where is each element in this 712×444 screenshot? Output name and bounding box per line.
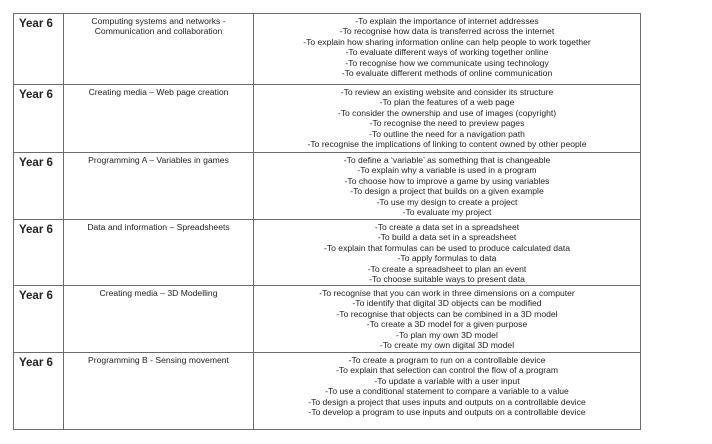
unit-title-line: Computing systems and networks - [91, 16, 226, 26]
unit-title-line: Creating media – 3D Modelling [99, 288, 218, 298]
table-row [14, 220, 641, 286]
objectives-cell [254, 286, 641, 353]
objective-item: -To recognise the need to preview pages [369, 118, 525, 129]
year-cell: Year 6 [14, 153, 64, 220]
year-cell: Year 6 [14, 14, 64, 85]
objectives-cell [254, 85, 641, 153]
unit-title-line: Communication and collaboration [94, 26, 223, 37]
unit-title-cell [64, 286, 254, 353]
table-row [14, 153, 641, 220]
curriculum-table [13, 13, 641, 430]
objective-item: -To use my design to create a project [376, 196, 518, 207]
year-cell: Year 6 [14, 353, 64, 430]
objective-item: -To consider the ownership and use of images (copyright) [337, 107, 557, 118]
unit-title-line: Creating media – Web page creation [88, 87, 229, 97]
objectives-cell [254, 14, 641, 85]
objective-item: -To choose suitable ways to present data [369, 274, 525, 285]
objective-item: -To recognise that objects can be combined in a 3D model [336, 308, 558, 319]
objective-item: -To design a project that uses inputs and outputs on a controllable device [308, 396, 586, 407]
objective-item: -To recognise that you can work in three dimensions on a computer [319, 288, 575, 298]
table-row [14, 85, 641, 153]
objective-item: -To recognise how data is transferred across the internet [339, 26, 555, 37]
unit-title-line: Programming A – Variables in games [88, 155, 229, 165]
objective-item: -To define a ‘variable’ as something that is changeable [343, 155, 551, 165]
objective-item: -To build a data set in a spreadsheet [377, 232, 517, 243]
objective-item: -To choose how to improve a game by using variables [344, 175, 550, 186]
objective-item: -To create a spreadsheet to plan an event [367, 263, 527, 274]
objective-item: -To plan my own 3D model [396, 329, 498, 340]
objective-item: -To apply formulas to data [397, 253, 497, 264]
unit-title-cell [64, 220, 254, 286]
unit-title-cell [64, 153, 254, 220]
objective-item: -To create a program to run on a controllable device [348, 355, 546, 365]
unit-title-line: Programming B - Sensing movement [88, 355, 229, 365]
objectives-cell [254, 153, 641, 220]
objective-item: -To explain that selection can control the flow of a program [335, 365, 559, 376]
unit-title-cell [64, 85, 254, 153]
year-cell: Year 6 [14, 220, 64, 286]
objective-item: -To update a variable with a user input [374, 375, 520, 386]
objective-item: -To recognise the implications of linking to content owned by other people [307, 139, 587, 150]
table-row [14, 353, 641, 430]
objective-item: -To create a data set in a spreadsheet [374, 222, 520, 232]
objective-item: -To outline the need for a navigation path [369, 128, 525, 139]
objective-item: -To develop a program to use inputs and outputs on a controllable device [308, 407, 586, 418]
objective-item: -To create a 3D model for a given purpose [366, 319, 528, 330]
objectives-cell [254, 220, 641, 286]
year-cell: Year 6 [14, 286, 64, 353]
unit-title-line: Data and information – Spreadsheets [87, 222, 230, 232]
objective-item: -To recognise how we communicate using technology [345, 57, 549, 68]
objective-item: -To review an existing website and consider its structure [340, 87, 554, 97]
objective-item: -To explain that formulas can be used to produce calculated data [323, 242, 571, 253]
objective-item: -To use a conditional statement to compare a variable to a value [325, 386, 569, 397]
objective-item: -To identify that digital 3D objects can be modified [352, 298, 542, 309]
objective-item: -To evaluate different ways of working together online [345, 47, 549, 58]
unit-title-cell [64, 14, 254, 85]
objective-item: -To plan the features of a web page [379, 97, 515, 108]
objective-item: -To explain how sharing information online can help people to work together [303, 36, 591, 47]
objective-item: -To explain the importance of internet addresses [355, 16, 539, 26]
objective-item: -To design a project that builds on a given example [350, 186, 544, 197]
table-row [14, 14, 641, 85]
table-row [14, 286, 641, 353]
objective-item: -To explain why a variable is used in a program [357, 165, 537, 176]
year-cell: Year 6 [14, 85, 64, 153]
objective-item: -To create my own digital 3D model [379, 340, 515, 351]
objective-item: -To evaluate my project [402, 207, 492, 218]
objective-item: -To evaluate different methods of online communication [341, 68, 553, 79]
unit-title-cell [64, 353, 254, 430]
objectives-cell [254, 353, 641, 430]
